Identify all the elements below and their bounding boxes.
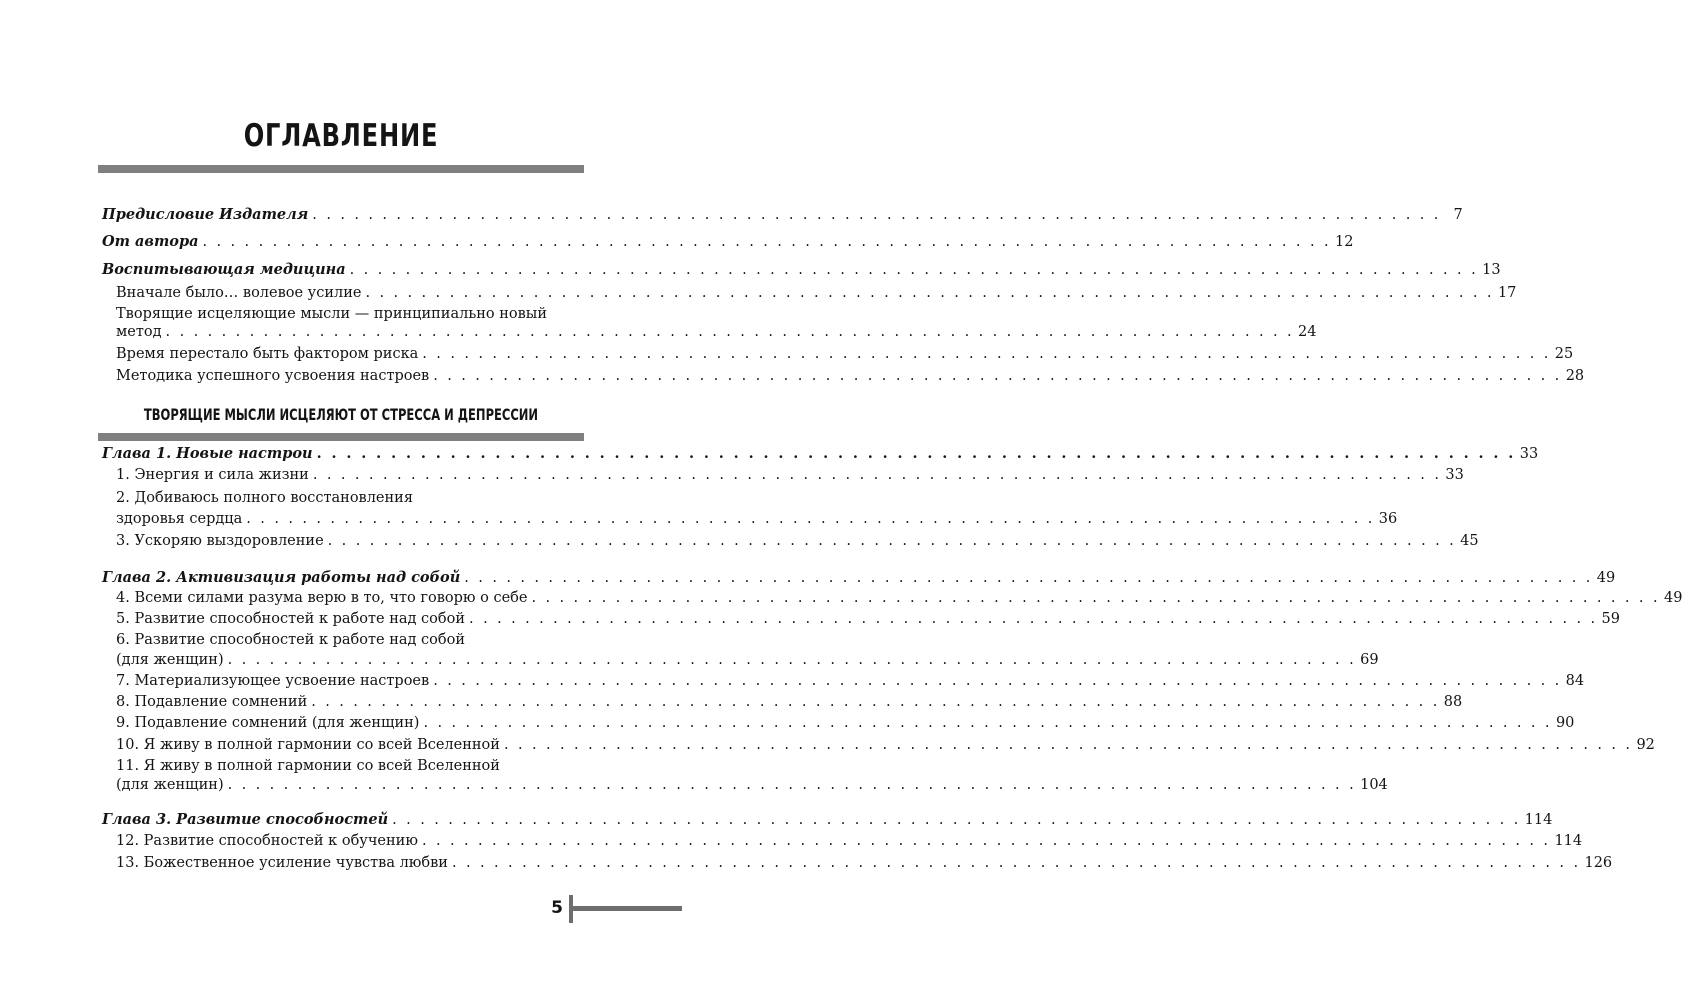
leader-dots: . . . . . . . . . . . . . . . . . . . . . . . . . . . . . . . . . . . . . . . . . . . . . . . . . . . . . . . . . . . . . . . . . . . . . . . . . . . . . . . . .: [312, 467, 1442, 483]
leader-dots: . . . . . . . . . . . . . . . . . . . . . . . . . . . . . . . . . . . . . . . . . . . . . . . . . . . . . . . . . . . . . . . . . . . . . . . . . . . . . . . . .: [503, 737, 1633, 753]
toc-entry-label: 10. Я живу в полной гармонии со всей Вселенной: [116, 737, 500, 753]
leader-dots: . . . . . . . . . . . . . . . . . . . . . . . . . . . . . . . . . . . . . . . . . . . . . . . . . . . . . . . . . . . . . . . . . . . . . . . . . . . . . . . . .: [464, 570, 1593, 586]
toc-entry[interactable]: [116, 510, 1398, 529]
toc-page-number: 84: [1565, 673, 1585, 689]
toc-entry-label: 12. Развитие способностей к обучению: [116, 833, 418, 849]
toc-entry-label: Предисловие Издателя: [102, 206, 309, 223]
leader-dots: . . . . . . . . . . . . . . . . . . . . . . . . . . . . . . . . . . . . . . . . . . . . . . . . . . . . . . . . . . . . . . . . . . . . . . . . . . . . . . . . .: [202, 234, 1331, 250]
leader-dots: . . . . . . . . . . . . . . . . . . . . . . . . . . . . . . . . . . . . . . . . . . . . . . . . . . . . . . . . . . . . . . . . . . . . . . . . . . . . . . . . .: [227, 777, 1357, 793]
toc-entry-label: 1. Энергия и сила жизни: [116, 467, 309, 483]
toc-entry-label: здоровья сердца: [116, 511, 243, 527]
toc-entry[interactable]: [116, 532, 1479, 551]
toc-entry[interactable]: [116, 854, 1613, 873]
toc-entry-label: 8. Подавление сомнений: [116, 694, 308, 710]
toc-entry[interactable]: [116, 832, 1583, 851]
toc-entry[interactable]: [116, 466, 1464, 485]
toc-entry[interactable]: [116, 589, 1682, 608]
leader-dots: . . . . . . . . . . . . . . . . . . . . . . . . . . . . . . . . . . . . . . . . . . . . . . . . . . . . . . . . . . . . . . . . . . . . . . . . . . . . . . . . .: [165, 324, 1295, 340]
toc-page-number: 69: [1360, 652, 1379, 668]
toc-entry[interactable]: [116, 693, 1463, 712]
toc-chapter-label: Глава 1. Новые настрои: [102, 445, 313, 462]
leader-dots: . . . . . . . . . . . . . . . . . . . . . . . . . . . . . . . . . . . . . . . . . . . . . . . . . . . . . . . . . . . . . . . . . . . . . . . . . . . . . . . . .: [392, 812, 1521, 828]
leader-dots: . . . . . . . . . . . . . . . . . . . . . . . . . . . . . . . . . . . . . . . . . . . . . . . . . . . . . . . . . . . . . . . . . . . . . . . . . . . . . . . . .: [246, 511, 1375, 527]
leader-dots: . . . . . . . . . . . . . . . . . . . . . . . . . . . . . . . . . . . . . . . . . . . . . . . . . . . . . . . . . . . . . . . . . . . . . . . . . . . . . . . . .: [349, 262, 1479, 278]
leader-dots: . . . . . . . . . . . . . . . . . . . . . . . . . . . . . . . . . . . . . . . . . . . . . . . . . . . . . . . . . . . . . . . . . . . . . . . . . . . . . . . . .: [469, 611, 1598, 627]
toc-chapter[interactable]: [102, 810, 1553, 830]
title-rule: [98, 165, 584, 173]
leader-dots: . . . . . . . . . . . . . . . . . . . . . . . . . . . . . . . . . . . . . . . . . . . . . . . . . . . . . . . . . . . . . . . . . . . . . . . . . . . . . . . . .: [316, 445, 1516, 462]
toc-page-number: 33: [1445, 467, 1464, 483]
toc-entry-label-line1[interactable]: 2. Добиваюсь полного восстановления: [116, 490, 413, 506]
toc-page-number: 92: [1636, 737, 1655, 753]
toc-entry[interactable]: [102, 232, 1354, 252]
section-heading: ТВОРЯЩИЕ МЫСЛИ ИСЦЕЛЯЮТ ОТ СТРЕССА И ДЕПРЕССИИ: [143, 405, 539, 424]
toc-page-number: 126: [1584, 855, 1613, 871]
folio-rule: [573, 906, 682, 911]
toc-entry-label: 9. Подавление сомнений (для женщин): [116, 715, 420, 731]
leader-dots: . . . . . . . . . . . . . . . . . . . . . . . . . . . . . . . . . . . . . . . . . . . . . . . . . . . . . . . . . . . . . . . . . . . . . . . . . . . . . . . . .: [433, 368, 1562, 384]
toc-page-number: 24: [1298, 324, 1317, 340]
toc-chapter[interactable]: [102, 444, 1539, 464]
toc-entry[interactable]: [116, 284, 1517, 303]
toc-page-number: 49: [1596, 570, 1616, 586]
toc-entry-label-line1[interactable]: Творящие исцеляющие мысли — принципиально новый: [116, 306, 547, 322]
leader-dots: . . . . . . . . . . . . . . . . . . . . . . . . . . . . . . . . . . . . . . . . . . . . . . . . . . . . . . . . . . . . . . . . . . . . . . . . . . . . . . . . .: [421, 833, 1551, 849]
toc-page-number: 45: [1460, 533, 1479, 549]
toc-entry[interactable]: [116, 714, 1575, 733]
toc-entry[interactable]: [116, 672, 1585, 691]
section-rule: [98, 433, 584, 441]
toc-entry-label: 5. Развитие способностей к работе над собой: [116, 611, 466, 627]
toc-page-number: 33: [1519, 446, 1539, 462]
toc-entry-label: метод: [116, 324, 162, 340]
toc-entry-label: От автора: [102, 233, 199, 250]
toc-page-number: 25: [1554, 346, 1574, 362]
leader-dots: . . . . . . . . . . . . . . . . . . . . . . . . . . . . . . . . . . . . . . . . . . . . . . . . . . . . . . . . . . . . . . . . . . . . . . . . . . . . . . . . .: [327, 533, 1457, 549]
toc-page-number: 114: [1554, 833, 1583, 849]
toc-entry[interactable]: [116, 651, 1379, 670]
toc-entry[interactable]: [116, 345, 1574, 364]
toc-entry-label: (для женщин): [116, 777, 224, 793]
toc-page-number: 7: [1453, 207, 1463, 223]
toc-entry-label: 3. Ускоряю выздоровление: [116, 533, 324, 549]
leader-dots: . . . . . . . . . . . . . . . . . . . . . . . . . . . . . . . . . . . . . . . . . . . . . . . . . . . . . . . . . . . . . . . . . . . . . . . . . . . . . . . . .: [312, 207, 1441, 223]
page-title: ОГЛАВЛЕНИЕ: [243, 118, 439, 154]
toc-page-number: 90: [1555, 715, 1575, 731]
toc-chapter-label: Глава 2. Активизация работы над собой: [102, 569, 461, 586]
toc-entry-label: 13. Божественное усиление чувства любви: [116, 855, 448, 871]
toc-entry[interactable]: [102, 260, 1501, 280]
leader-dots: . . . . . . . . . . . . . . . . . . . . . . . . . . . . . . . . . . . . . . . . . . . . . . . . . . . . . . . . . . . . . . . . . . . . . . . . . . . . . . . . .: [433, 673, 1562, 689]
toc-entry-label: Методика успешного усвоения настроев: [116, 368, 430, 384]
toc-entry-label: Воспитывающая медицина: [102, 261, 346, 278]
page-number: 5: [551, 898, 563, 918]
leader-dots: . . . . . . . . . . . . . . . . . . . . . . . . . . . . . . . . . . . . . . . . . . . . . . . . . . . . . . . . . . . . . . . . . . . . . . . . . . . . . . . . .: [451, 855, 1581, 871]
toc-entry-label: Время перестало быть фактором риска: [116, 346, 419, 362]
toc-entry-label-line1[interactable]: 11. Я живу в полной гармонии со всей Вселенной: [116, 758, 500, 774]
toc-entry-label: 7. Материализующее усвоение настроев: [116, 673, 430, 689]
toc-entry-label-line1[interactable]: 6. Развитие способностей к работе над собой: [116, 632, 466, 648]
toc-entry[interactable]: [116, 323, 1317, 342]
toc-page-number: 36: [1378, 511, 1398, 527]
toc-page-number: 104: [1360, 777, 1388, 793]
leader-dots: . . . . . . . . . . . . . . . . . . . . . . . . . . . . . . . . . . . . . . . . . . . . . . . . . . . . . . . . . . . . . . . . . . . . . . . . . . . . . . . . .: [422, 346, 1551, 362]
leader-dots: . . . . . . . . . . . . . . . . . . . . . . . . . . . . . . . . . . . . . . . . . . . . . . . . . . . . . . . . . . . . . . . . . . . . . . . . . . . . . . . . .: [423, 715, 1552, 731]
leader-dots: . . . . . . . . . . . . . . . . . . . . . . . . . . . . . . . . . . . . . . . . . . . . . . . . . . . . . . . . . . . . . . . . . . . . . . . . . . . . . . . . .: [365, 285, 1494, 301]
toc-entry[interactable]: [116, 776, 1388, 795]
toc-entry[interactable]: [116, 610, 1620, 629]
toc-entry[interactable]: [102, 205, 1463, 225]
toc-entry[interactable]: [116, 736, 1655, 755]
toc-entry-label: (для женщин): [116, 652, 224, 668]
toc-page-number: 17: [1497, 285, 1517, 301]
toc-entry-label: Вначале было… волевое усилие: [116, 285, 362, 301]
leader-dots: . . . . . . . . . . . . . . . . . . . . . . . . . . . . . . . . . . . . . . . . . . . . . . . . . . . . . . . . . . . . . . . . . . . . . . . . . . . . . . . . .: [227, 652, 1357, 668]
toc-entry-label: 4. Всеми силами разума верю в то, что говорю о себе: [116, 590, 528, 606]
leader-dots: . . . . . . . . . . . . . . . . . . . . . . . . . . . . . . . . . . . . . . . . . . . . . . . . . . . . . . . . . . . . . . . . . . . . . . . . . . . . . . . . .: [311, 694, 1440, 710]
toc-chapter[interactable]: [102, 568, 1616, 588]
toc-page-number: 13: [1482, 262, 1501, 278]
toc-page-number: 114: [1524, 812, 1553, 828]
leader-dots: . . . . . . . . . . . . . . . . . . . . . . . . . . . . . . . . . . . . . . . . . . . . . . . . . . . . . . . . . . . . . . . . . . . . . . . . . . . . . . . . .: [531, 590, 1660, 606]
toc-chapter-label: Глава 3. Развитие способностей: [102, 811, 389, 828]
toc-page-number: 88: [1443, 694, 1463, 710]
toc-page-number: 49: [1663, 590, 1682, 606]
toc-page-number: 28: [1565, 368, 1585, 384]
toc-page-number: 59: [1601, 611, 1620, 627]
toc-page-number: 12: [1334, 234, 1354, 250]
toc-entry[interactable]: [116, 367, 1585, 386]
